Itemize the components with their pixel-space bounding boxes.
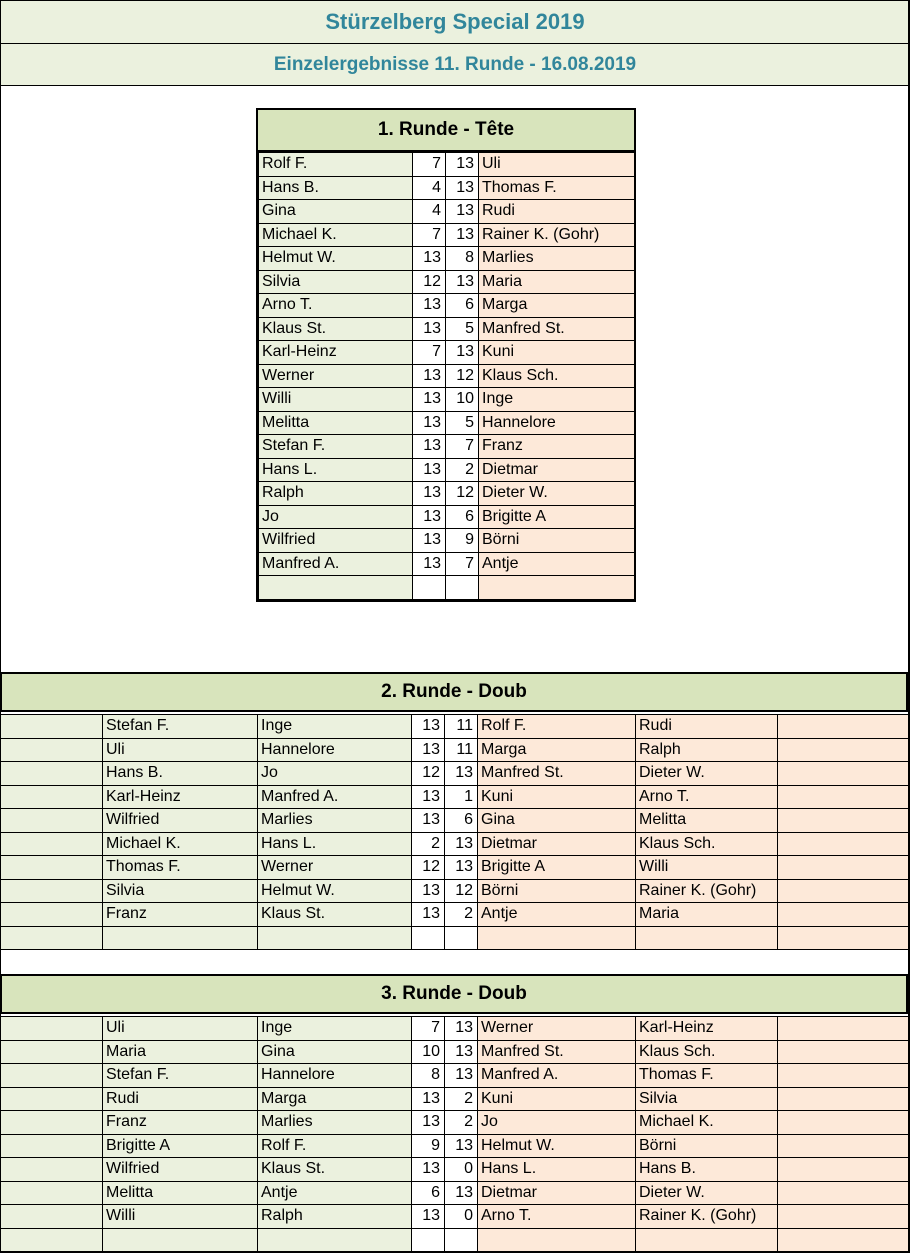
- round2-grid: [0, 714, 910, 950]
- score-right: 13: [445, 1181, 478, 1205]
- empty-cell-left: [1, 1064, 103, 1088]
- empty-cell-right: [778, 762, 910, 786]
- player-left-1: Michael K.: [103, 832, 258, 856]
- empty-cell-left: [1, 785, 103, 809]
- score-right: 2: [446, 458, 479, 482]
- player-left: Stefan F.: [259, 435, 413, 459]
- player-right-1: Werner: [478, 1017, 636, 1041]
- table-row: [259, 458, 635, 482]
- player-right: Klaus Sch.: [479, 364, 635, 388]
- player-right-1: Manfred A.: [478, 1064, 636, 1088]
- table-row: [259, 482, 635, 506]
- empty-cell-left: [1, 762, 103, 786]
- score-left: 12: [412, 856, 445, 880]
- score-right: 5: [446, 317, 479, 341]
- table-row: [259, 529, 635, 553]
- score-left: 7: [413, 341, 446, 365]
- player-left-2: Inge: [258, 715, 412, 739]
- empty-cell-right: [778, 1111, 910, 1135]
- score-left: 13: [413, 317, 446, 341]
- player-left: Karl-Heinz: [259, 341, 413, 365]
- empty-cell-left: [1, 1040, 103, 1064]
- player-left: [259, 576, 413, 600]
- empty-cell-left: [1, 1158, 103, 1182]
- player-left-1: Thomas F.: [103, 856, 258, 880]
- table-row: [1, 715, 910, 739]
- player-left-1: Rudi: [103, 1087, 258, 1111]
- player-right-2: Klaus Sch.: [636, 832, 778, 856]
- player-left-1: Karl-Heinz: [103, 785, 258, 809]
- score-right: 6: [445, 809, 478, 833]
- table-row: [259, 176, 635, 200]
- empty-cell-left: [1, 1205, 103, 1229]
- player-right: Dietmar: [479, 458, 635, 482]
- score-left: 8: [412, 1064, 445, 1088]
- table-row: [259, 552, 635, 576]
- score-right: 13: [445, 1017, 478, 1041]
- player-left-1: Wilfried: [103, 1158, 258, 1182]
- empty-cell-right: [778, 1181, 910, 1205]
- player-left-2: Inge: [258, 1017, 412, 1041]
- score-right: 11: [445, 738, 478, 762]
- player-right: Inge: [479, 388, 635, 412]
- score-right: 11: [445, 715, 478, 739]
- player-left-1: Brigitte A: [103, 1134, 258, 1158]
- player-left-2: Rolf F.: [258, 1134, 412, 1158]
- player-right-1: Kuni: [478, 785, 636, 809]
- player-right: Rudi: [479, 200, 635, 224]
- score-left: 13: [413, 388, 446, 412]
- score-left: 4: [413, 200, 446, 224]
- score-left: 6: [412, 1181, 445, 1205]
- score-left: 13: [413, 435, 446, 459]
- empty-cell-left: [1, 856, 103, 880]
- score-right: 12: [446, 364, 479, 388]
- player-left: Melitta: [259, 411, 413, 435]
- player-left-1: Stefan F.: [103, 1064, 258, 1088]
- player-right-2: Rudi: [636, 715, 778, 739]
- score-left: 7: [413, 223, 446, 247]
- table-row: [1, 832, 910, 856]
- player-right-1: [478, 926, 636, 950]
- score-left: 13: [413, 294, 446, 318]
- score-right: 2: [445, 1087, 478, 1111]
- score-left: 10: [412, 1040, 445, 1064]
- player-left-1: [103, 926, 258, 950]
- player-left-1: Melitta: [103, 1181, 258, 1205]
- player-right-2: Dieter W.: [636, 762, 778, 786]
- player-right-2: Hans B.: [636, 1158, 778, 1182]
- player-left-1: Willi: [103, 1205, 258, 1229]
- empty-cell-left: [1, 1228, 103, 1252]
- player-left-1: Wilfried: [103, 809, 258, 833]
- score-left: 13: [413, 458, 446, 482]
- player-left-1: Hans B.: [103, 762, 258, 786]
- player-right-2: Rainer K. (Gohr): [636, 879, 778, 903]
- player-right: Kuni: [479, 341, 635, 365]
- table-row: [259, 294, 635, 318]
- table-row: [1, 809, 910, 833]
- player-left-1: Franz: [103, 1111, 258, 1135]
- score-right: 2: [445, 1111, 478, 1135]
- table-row: [1, 926, 910, 950]
- player-left-2: Marlies: [258, 1111, 412, 1135]
- player-right-2: Klaus Sch.: [636, 1040, 778, 1064]
- empty-cell-left: [1, 715, 103, 739]
- empty-cell-right: [778, 926, 910, 950]
- table-row: [259, 223, 635, 247]
- score-right: 7: [446, 435, 479, 459]
- empty-cell-left: [1, 879, 103, 903]
- score-left: 13: [413, 364, 446, 388]
- player-right: [479, 576, 635, 600]
- player-right-1: Hans L.: [478, 1158, 636, 1182]
- player-left-2: Marlies: [258, 809, 412, 833]
- score-right: 12: [445, 879, 478, 903]
- score-right: 13: [445, 762, 478, 786]
- table-row: [1, 762, 910, 786]
- player-right-1: Kuni: [478, 1087, 636, 1111]
- score-right: 13: [446, 341, 479, 365]
- table-row: [1, 1158, 910, 1182]
- player-left: Werner: [259, 364, 413, 388]
- player-right-1: Dietmar: [478, 1181, 636, 1205]
- empty-cell-left: [1, 1087, 103, 1111]
- player-right-2: Silvia: [636, 1087, 778, 1111]
- table-row: [259, 411, 635, 435]
- score-right: 13: [446, 223, 479, 247]
- score-left: 13: [412, 903, 445, 927]
- score-right: 8: [446, 247, 479, 271]
- score-left: 13: [413, 411, 446, 435]
- score-right: 13: [445, 1064, 478, 1088]
- player-right-1: Antje: [478, 903, 636, 927]
- player-left: Gina: [259, 200, 413, 224]
- player-right-2: Michael K.: [636, 1111, 778, 1135]
- empty-cell-right: [778, 1134, 910, 1158]
- empty-cell-right: [778, 832, 910, 856]
- score-right: [446, 576, 479, 600]
- player-left: Rolf F.: [259, 153, 413, 177]
- player-left-2: [258, 1228, 412, 1252]
- player-left: Silvia: [259, 270, 413, 294]
- score-left: 7: [413, 153, 446, 177]
- score-left: 13: [412, 738, 445, 762]
- player-left: Arno T.: [259, 294, 413, 318]
- empty-cell-right: [778, 903, 910, 927]
- table-row: [1, 1205, 910, 1229]
- table-row: [1, 1064, 910, 1088]
- score-right: 13: [445, 1134, 478, 1158]
- table-row: [1, 785, 910, 809]
- table-row: [259, 270, 635, 294]
- score-left: 13: [413, 529, 446, 553]
- score-right: 0: [445, 1158, 478, 1182]
- player-left-2: Hannelore: [258, 738, 412, 762]
- player-right-2: Ralph: [636, 738, 778, 762]
- round2-title: 2. Runde - Doub: [0, 672, 908, 712]
- player-right-1: Jo: [478, 1111, 636, 1135]
- player-left-1: Uli: [103, 1017, 258, 1041]
- score-right: 10: [446, 388, 479, 412]
- score-right: 7: [446, 552, 479, 576]
- score-right: 9: [446, 529, 479, 553]
- player-left-2: Ralph: [258, 1205, 412, 1229]
- player-left-1: Silvia: [103, 879, 258, 903]
- player-left: Helmut W.: [259, 247, 413, 271]
- player-left-2: Klaus St.: [258, 1158, 412, 1182]
- player-left: Hans L.: [259, 458, 413, 482]
- player-right-2: Rainer K. (Gohr): [636, 1205, 778, 1229]
- score-right: 13: [445, 832, 478, 856]
- player-right: Rainer K. (Gohr): [479, 223, 635, 247]
- player-right: Dieter W.: [479, 482, 635, 506]
- table-row: [1, 1087, 910, 1111]
- player-right-2: [636, 926, 778, 950]
- player-right-1: Brigitte A: [478, 856, 636, 880]
- table-row: [1, 1181, 910, 1205]
- empty-cell-left: [1, 1134, 103, 1158]
- player-left: Hans B.: [259, 176, 413, 200]
- score-right: 0: [445, 1205, 478, 1229]
- player-right: Thomas F.: [479, 176, 635, 200]
- table-row: [1, 879, 910, 903]
- player-left-2: Gina: [258, 1040, 412, 1064]
- table-row: [1, 856, 910, 880]
- round1-table: [256, 108, 636, 602]
- table-row: [1, 903, 910, 927]
- player-right: Börni: [479, 529, 635, 553]
- table-row: [259, 364, 635, 388]
- score-left: 13: [412, 879, 445, 903]
- score-left: 4: [413, 176, 446, 200]
- score-left: 9: [412, 1134, 445, 1158]
- score-left: 13: [413, 552, 446, 576]
- player-left: Willi: [259, 388, 413, 412]
- empty-cell-left: [1, 1111, 103, 1135]
- player-right-1: Rolf F.: [478, 715, 636, 739]
- page-title: Stürzelberg Special 2019: [0, 0, 910, 44]
- empty-cell-right: [778, 785, 910, 809]
- score-right: [445, 1228, 478, 1252]
- empty-cell-left: [1, 832, 103, 856]
- player-right: Antje: [479, 552, 635, 576]
- empty-cell-right: [778, 879, 910, 903]
- empty-cell-left: [1, 1017, 103, 1041]
- score-left: 12: [413, 270, 446, 294]
- score-right: 13: [446, 200, 479, 224]
- empty-cell-left: [1, 903, 103, 927]
- table-row: [259, 576, 635, 600]
- score-right: 13: [446, 153, 479, 177]
- player-right-1: [478, 1228, 636, 1252]
- player-right: Manfred St.: [479, 317, 635, 341]
- empty-cell-left: [1, 1181, 103, 1205]
- score-left: 12: [412, 762, 445, 786]
- score-left: 13: [412, 715, 445, 739]
- score-left: 13: [413, 247, 446, 271]
- player-right: Marga: [479, 294, 635, 318]
- table-row: [1, 738, 910, 762]
- player-right-2: Arno T.: [636, 785, 778, 809]
- empty-cell-left: [1, 738, 103, 762]
- round3-grid: [0, 1016, 910, 1252]
- player-right-2: Dieter W.: [636, 1181, 778, 1205]
- table-row: [259, 153, 635, 177]
- table-row: [1, 1017, 910, 1041]
- player-right-1: Helmut W.: [478, 1134, 636, 1158]
- player-left-2: Hannelore: [258, 1064, 412, 1088]
- table-row: [259, 435, 635, 459]
- table-row: [259, 341, 635, 365]
- player-right: Maria: [479, 270, 635, 294]
- player-left-2: Jo: [258, 762, 412, 786]
- score-left: [412, 926, 445, 950]
- score-left: 13: [412, 785, 445, 809]
- player-left: Michael K.: [259, 223, 413, 247]
- empty-cell-right: [778, 738, 910, 762]
- score-left: 13: [412, 1111, 445, 1135]
- player-right: Hannelore: [479, 411, 635, 435]
- score-right: 6: [446, 505, 479, 529]
- table-row: [259, 388, 635, 412]
- score-right: 2: [445, 903, 478, 927]
- table-row: [259, 247, 635, 271]
- player-left-2: Marga: [258, 1087, 412, 1111]
- player-left: Jo: [259, 505, 413, 529]
- score-left: [413, 576, 446, 600]
- player-right-2: Maria: [636, 903, 778, 927]
- table-row: [1, 1040, 910, 1064]
- score-left: 13: [412, 809, 445, 833]
- player-left: Manfred A.: [259, 552, 413, 576]
- player-right-2: Melitta: [636, 809, 778, 833]
- table-row: [1, 1228, 910, 1252]
- score-left: 13: [413, 482, 446, 506]
- table-row: [259, 317, 635, 341]
- score-right: 6: [446, 294, 479, 318]
- score-left: 13: [412, 1158, 445, 1182]
- empty-cell-right: [778, 1228, 910, 1252]
- player-left-1: [103, 1228, 258, 1252]
- score-right: [445, 926, 478, 950]
- round1-title: 1. Runde - Tête: [258, 110, 634, 152]
- score-left: 2: [412, 832, 445, 856]
- player-right-2: Börni: [636, 1134, 778, 1158]
- player-right: Uli: [479, 153, 635, 177]
- player-right-2: Karl-Heinz: [636, 1017, 778, 1041]
- player-right-1: Gina: [478, 809, 636, 833]
- player-left-2: Antje: [258, 1181, 412, 1205]
- score-right: 13: [446, 270, 479, 294]
- player-right-2: [636, 1228, 778, 1252]
- player-right-1: Dietmar: [478, 832, 636, 856]
- player-right-1: Börni: [478, 879, 636, 903]
- empty-cell-right: [778, 1064, 910, 1088]
- score-right: 13: [446, 176, 479, 200]
- score-right: 5: [446, 411, 479, 435]
- score-left: 13: [413, 505, 446, 529]
- player-left-1: Uli: [103, 738, 258, 762]
- empty-cell-left: [1, 926, 103, 950]
- player-left-1: Stefan F.: [103, 715, 258, 739]
- empty-cell-right: [778, 1205, 910, 1229]
- player-right-1: Arno T.: [478, 1205, 636, 1229]
- score-left: 7: [412, 1017, 445, 1041]
- empty-cell-right: [778, 715, 910, 739]
- empty-cell-left: [1, 809, 103, 833]
- round3-title: 3. Runde - Doub: [0, 974, 908, 1014]
- score-right: 1: [445, 785, 478, 809]
- player-left: Klaus St.: [259, 317, 413, 341]
- player-right-2: Willi: [636, 856, 778, 880]
- player-left-2: Klaus St.: [258, 903, 412, 927]
- page-subtitle: Einzelergebnisse 11. Runde - 16.08.2019: [0, 43, 910, 86]
- player-right: Marlies: [479, 247, 635, 271]
- score-left: [412, 1228, 445, 1252]
- score-right: 12: [446, 482, 479, 506]
- player-right: Franz: [479, 435, 635, 459]
- player-left-2: Helmut W.: [258, 879, 412, 903]
- empty-cell-right: [778, 1040, 910, 1064]
- empty-cell-right: [778, 1158, 910, 1182]
- player-left: Wilfried: [259, 529, 413, 553]
- empty-cell-right: [778, 1017, 910, 1041]
- player-right-1: Manfred St.: [478, 1040, 636, 1064]
- score-right: 13: [445, 856, 478, 880]
- player-left-2: Werner: [258, 856, 412, 880]
- player-left-1: Franz: [103, 903, 258, 927]
- table-row: [259, 505, 635, 529]
- score-left: 13: [412, 1205, 445, 1229]
- player-right: Brigitte A: [479, 505, 635, 529]
- player-left-2: Hans L.: [258, 832, 412, 856]
- table-row: [1, 1111, 910, 1135]
- player-left-1: Maria: [103, 1040, 258, 1064]
- player-left-2: [258, 926, 412, 950]
- round1-grid: [258, 152, 635, 600]
- score-right: 13: [445, 1040, 478, 1064]
- score-left: 13: [412, 1087, 445, 1111]
- player-right-2: Thomas F.: [636, 1064, 778, 1088]
- player-left: Ralph: [259, 482, 413, 506]
- table-row: [1, 1134, 910, 1158]
- table-row: [259, 200, 635, 224]
- empty-cell-right: [778, 809, 910, 833]
- empty-cell-right: [778, 856, 910, 880]
- player-left-2: Manfred A.: [258, 785, 412, 809]
- player-right-1: Marga: [478, 738, 636, 762]
- player-right-1: Manfred St.: [478, 762, 636, 786]
- empty-cell-right: [778, 1087, 910, 1111]
